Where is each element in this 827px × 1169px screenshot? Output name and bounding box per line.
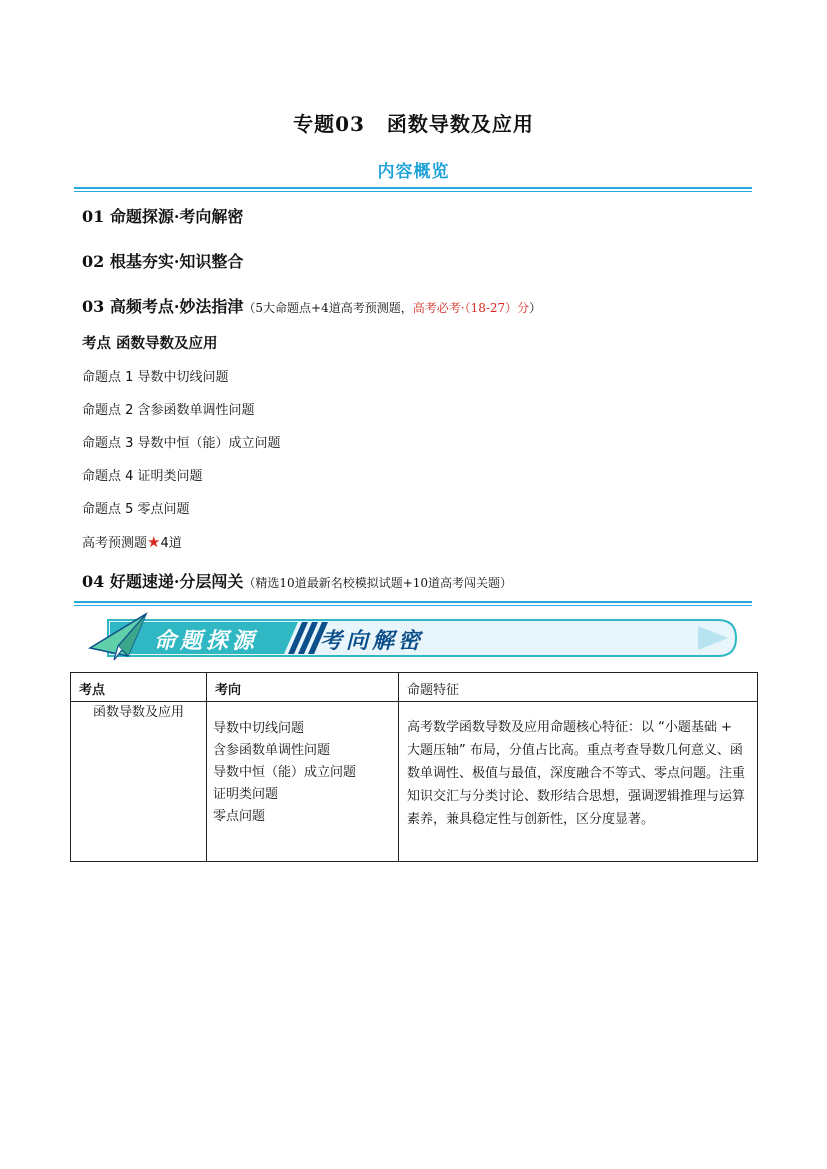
table-header-row xyxy=(71,673,758,702)
mingtidian-item: 命题点 4 证明类问题 xyxy=(82,469,203,484)
document-title xyxy=(0,108,827,137)
section-banner xyxy=(88,612,738,664)
prediction-line xyxy=(82,532,182,551)
cell-kaoxiang xyxy=(207,702,399,862)
section-label: 02 根基夯实·知识整合 xyxy=(82,252,244,271)
mingtidian-item: 命题点 5 零点问题 xyxy=(82,502,190,517)
section-02 xyxy=(82,249,243,272)
title-text: 函数导数及应用 xyxy=(386,112,534,136)
mingtidian-item: 命题点 2 含参函数单调性问题 xyxy=(82,403,255,418)
bottom-double-rule xyxy=(74,601,752,606)
mingtidian-item: 命题点 3 导数中恒（能）成立问题 xyxy=(82,436,281,451)
header-tezheng: 命题特征 xyxy=(399,673,758,702)
overview-heading: 内容概览 xyxy=(377,162,450,182)
kaoxiang-item: 零点问题 xyxy=(213,809,266,824)
top-double-rule xyxy=(74,187,752,192)
section-label: 04 好题速递·分层闯关 xyxy=(82,572,244,591)
header-kaodian: 考点 xyxy=(71,673,207,702)
prediction-count: 4道 xyxy=(160,536,182,551)
kaoxiang-item: 证明类问题 xyxy=(213,787,279,802)
section-label: 01 命题探源·考向解密 xyxy=(82,207,244,226)
header-kaoxiang: 考向 xyxy=(207,673,399,702)
kaoxiang-item: 含参函数单调性问题 xyxy=(213,743,331,758)
section-note: （精选10道最新名校模拟试题+10道高考闯关题） xyxy=(243,576,513,590)
banner-right-text: 考向解密 xyxy=(320,628,425,654)
section-03 xyxy=(82,294,541,317)
title-number: 专题03 xyxy=(293,112,365,136)
kaoxiang-item: 导数中切线问题 xyxy=(213,721,305,736)
section-note-tail: ） xyxy=(529,301,542,315)
cell-tezheng: 高考数学函数导数及应用命题核心特征：以 “小题基础 + 大题压轴” 布局，分值占比高。重点考查导数几何意义、函数单调性、极值与最值，深度融合不等式、零点问题。注重知识交汇与分类讨论、数形结合思想，强调逻辑推理与运算素养，兼具稳定性与创新性，区分度显著。 xyxy=(399,702,758,862)
section-01 xyxy=(82,204,243,227)
mingtidian-item: 命题点 1 导数中切线问题 xyxy=(82,370,229,385)
banner-left-text: 命题探源 xyxy=(154,628,259,654)
star-icon: ★ xyxy=(147,533,161,551)
section-note-highlight: 高考必考·（18-27）分 xyxy=(412,301,530,315)
prediction-label: 高考预测题 xyxy=(82,536,148,551)
kaodian-table xyxy=(70,672,758,862)
table-row xyxy=(71,702,758,862)
section-04 xyxy=(82,569,512,592)
cell-kaodian: 函数导数及应用 xyxy=(71,702,207,862)
kaodian-title: 考点 函数导数及应用 xyxy=(82,335,218,352)
kaoxiang-item: 导数中恒（能）成立问题 xyxy=(213,765,357,780)
section-label: 03 高频考点·妙法指津 xyxy=(82,297,244,316)
section-note: （5大命题点+4道高考预测题， xyxy=(243,301,413,315)
